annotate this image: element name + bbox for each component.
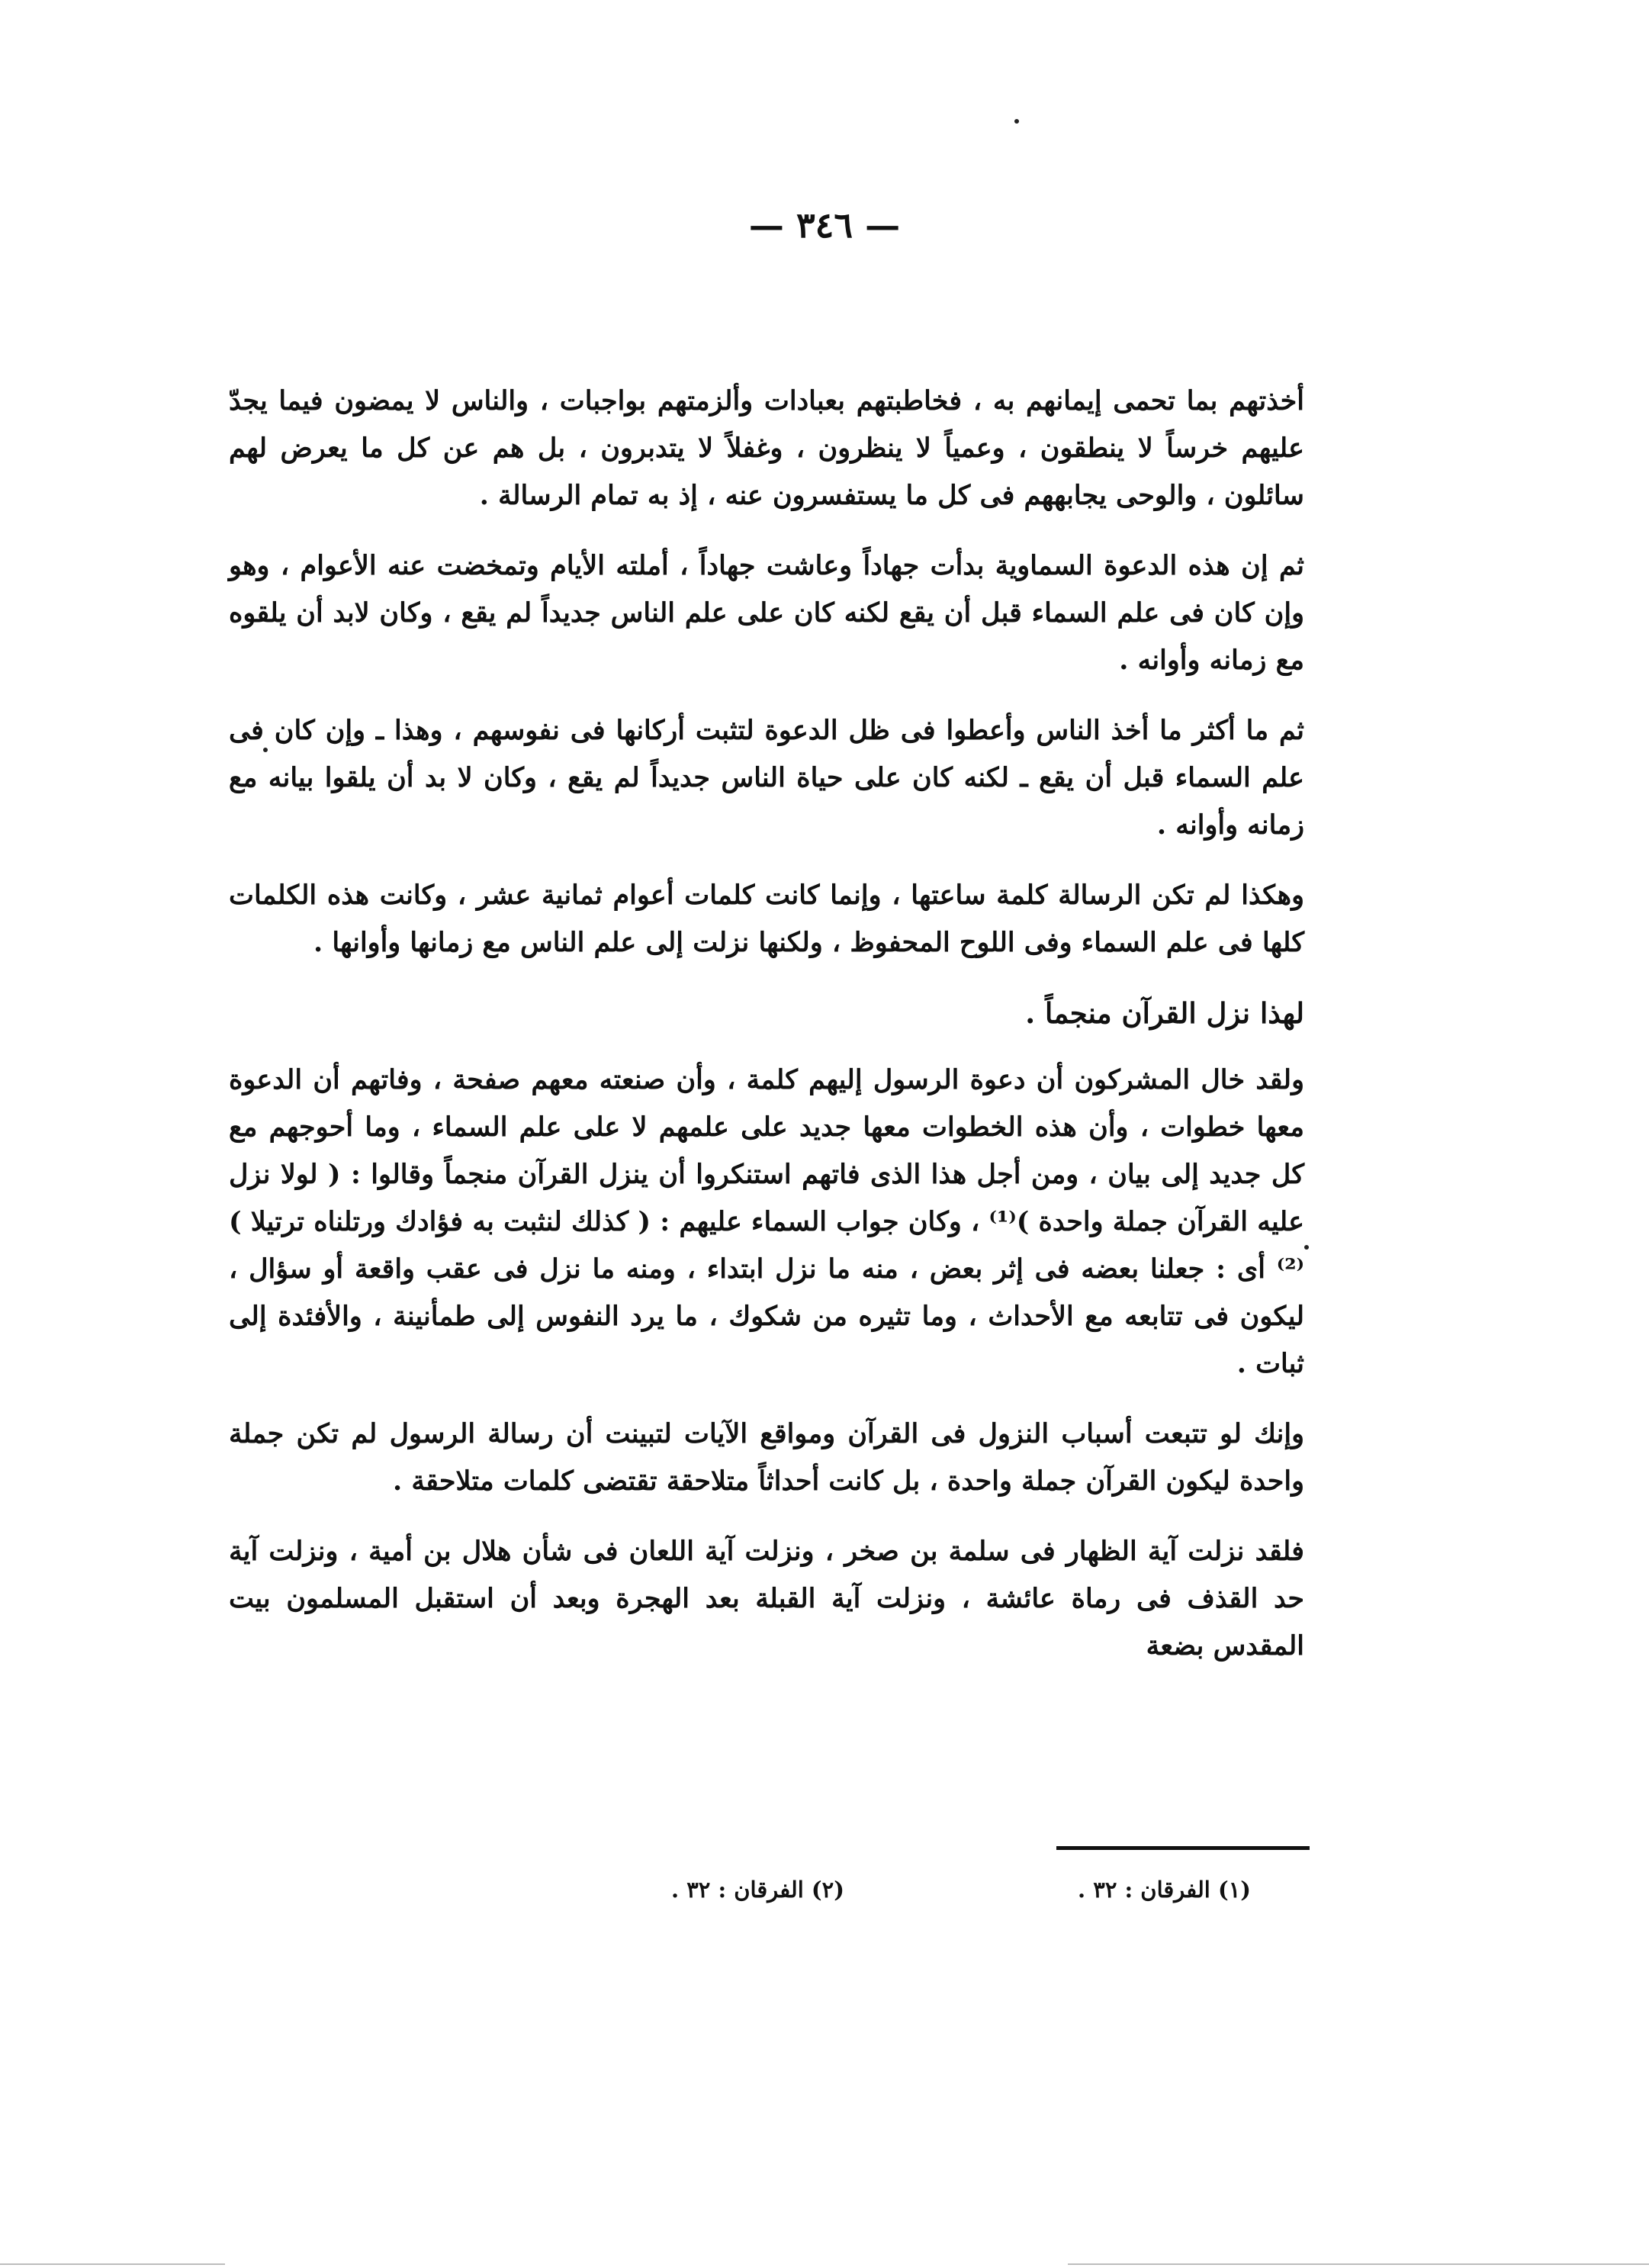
scan-edge-line	[0, 2263, 225, 2265]
paragraph: ولقد خال المشركون أن دعوة الرسول إليهم كلمة ، وأن صنعته معهم صفحة ، وفاتهم أن الدعوة معها خطوات ، وأن هذه الخطوات معها جديد على علمهم لا على علم السماء ، وما أحوجهم مع كل جديد إلى بيان ، ومن أجل هذا الذى فاتهم استنكروا أن ينزل القرآن منجماً وقالوا : ( لولا نزل عليه القرآن جملة واحدة )⁽¹⁾ ، وكان جواب السماء عليهم : ( كذلك لنثبت به فؤادك ورتلناه ترتيلا )⁽²⁾ أى : جعلنا بعضه فى إثر بعض ، منه ما نزل ابتداء ، ومنه ما نزل فى عقب واقعة أو سؤال ، ليكون فى تتابعه مع الأحداث ، وما تثيره من شكوك ، ما يرد النفوس إلى طمأنينة ، والأفئدة إلى ثبات .	[229, 1064, 1305, 1379]
footnotes	[671, 1877, 1251, 1903]
section-heading: لهذا نزل القرآن منجماً .	[1025, 996, 1304, 1030]
page-number: — ٣٤٦ —	[748, 204, 901, 246]
paragraph: أخذتهم بما تحمى إيمانهم به ، فخاطبتهم بعبادات وألزمتهم بواجبات ، والناس لا يمضون فيما يجدّ عليهم خرساً لا ينطقون ، وعمياً لا ينظرون ، وغفلاً لا يتدبرون ، بل هم عن كل ما يعرض لهم سائلون ، والوحى يجابههم فى كل ما يستفسرون عنه ، إذ به تمام الرسالة .	[229, 385, 1304, 511]
scan-speck	[263, 748, 268, 752]
paragraph: وإنك لو تتبعت أسباب النزول فى القرآن ومواقع الآيات لتبينت أن رسالة الرسول لم تكن جملة واحدة ليكون القرآن جملة واحدة ، بل كانت أحداثاً متلاحقة تقتضى كلمات متلاحقة .	[229, 1418, 1304, 1497]
footnote: (١) الفرقان : ٣٢ .	[1078, 1877, 1251, 1903]
scan-speck	[1014, 119, 1019, 124]
body-text	[229, 378, 1304, 1693]
footnote-divider	[1056, 1846, 1310, 1850]
footnote: (٢) الفرقان : ٣٢ .	[671, 1877, 844, 1903]
scan-speck	[1304, 1245, 1309, 1250]
paragraph: ثم إن هذه الدعوة السماوية بدأت جهاداً وعاشت جهاداً ، أملته الأيام وتمخضت عنه الأعوام ، وهو وإن كان فى علم السماء قبل أن يقع لكنه كان على علم الناس جديداً لم يقع ، وكان لابد أن يلقوه مع زمانه وأوانه .	[229, 550, 1304, 676]
scan-edge-line	[1068, 2263, 1649, 2265]
paragraph: ثم ما أكثر ما أخذ الناس وأعطوا فى ظل الدعوة لتثبت أركانها فى نفوسهم ، وهذا ـ وإن كان فى علم السماء قبل أن يقع ـ لكنه كان على حياة الناس جديداً لم يقع ، وكان لا بد أن يلقوا بيانه مع زمانه وأوانه .	[229, 715, 1304, 841]
paragraph: وهكذا لم تكن الرسالة كلمة ساعتها ، وإنما كانت كلمات أعوام ثمانية عشر ، وكانت هذه الكلمات كلها فى علم السماء وفى اللوح المحفوظ ، ولكنها نزلت إلى علم الناس مع زمانها وأوانها .	[229, 880, 1304, 958]
paragraph: فلقد نزلت آية الظهار فى سلمة بن صخر ، ونزلت آية اللعان فى شأن هلال بن أمية ، ونزلت آية حد القذف فى رماة عائشة ، ونزلت آية القبلة بعد الهجرة وبعد أن استقبل المسلمون بيت المقدس بضعة	[229, 1536, 1304, 1662]
